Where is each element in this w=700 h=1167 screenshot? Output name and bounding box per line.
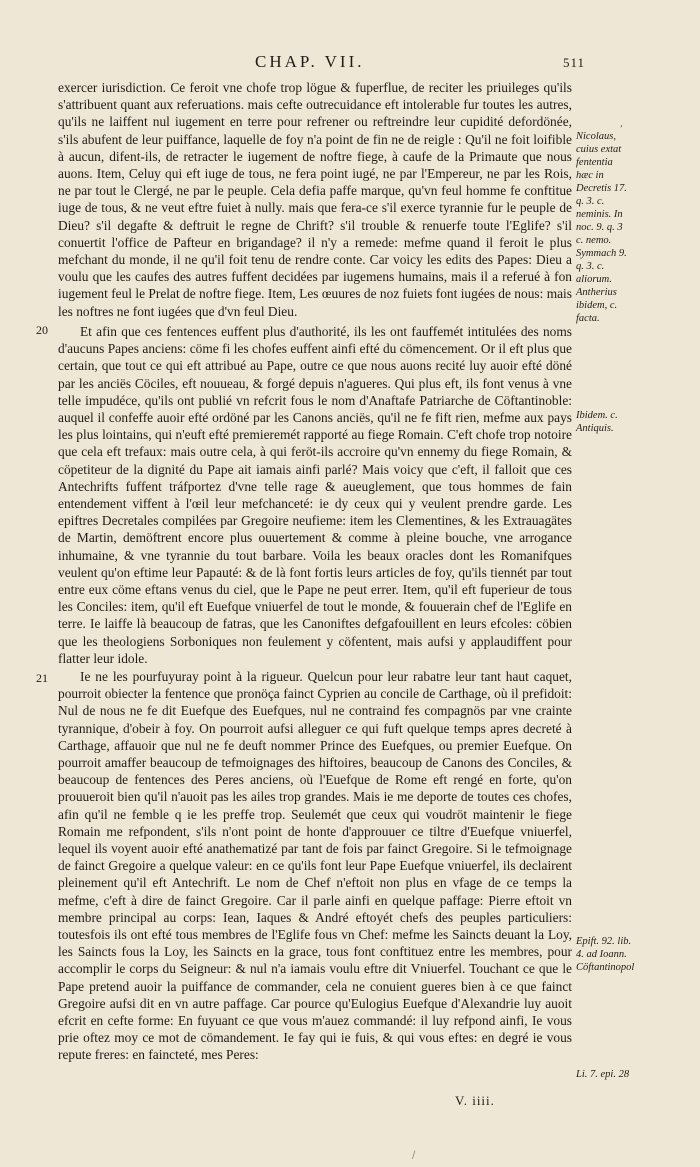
edge-mark: , [620, 118, 624, 129]
main-text-block [58, 79, 572, 1100]
running-header [0, 52, 700, 74]
paragraph-number-21: 21 [36, 671, 48, 685]
paragraph-21: Ie ne les pourfuyuray point à la rigueur. Quelcun pour leur rabatre leur tant haut caquet, pourroit obiecter la fentence que pronöça fainct Cyprien au concile de Carthage, où il prefidoit: Nul de nous ne fe dit Euefque des Euefques, nul ne contraind fes compagnös par vne crainte tyrannique, d'obeir à foy. On pourroit aufsi alleguer ce qui fuft quelque temps apres decreté à Carthage, affauoir que nul ne fe deuft nommer Prince des Euefques, ou premier Euefque. On pourroit amaffer beaucoup de tefmoignages des hiftoires, beaucoup de Canons des Conciles, & beaucoup de fentences des Peres anciens, où l'Euefque de Rome eft rengé en forte, qu'on prouueroit bien qu'il n'auoit pas les ailes trop grandes. Mais ie me deporte de toutes ces chofes, afin qu'il ne femble q ie les preffe trop. Seulemét que ceux qui voudröt maintenir le fiege Romain me refpondent, s'ils n'ont point de honte d'approuuer ce tiltre d'Euefque vniuerfel, lequel ils voyent auoir efté anathematizé par tant de fois par fainct Gregoire. Si le tefmoignage de fainct Gregoire a quelque valeur: en ce qu'ils font leur Pape Euefque vniuerfel, ils declairent pleinement qu'il eft Antechrift. Le nom de Chef n'eftoit non plus en vfage de ce temps la mefme, c'eft à dire de fainct Gregoire. Car il parle ainfi en quelque paffage: Pierre eftoit vn membre principal au corps: Iean, Iaques & André eftoyét chefs des peuples particuliers: toutesfois ils ont efté tous membres de l'Eglife fous vn Chef: mefme les Saincts deuant la Loy, les Saincts fous la Loy, les Saincts en la grace, tous font conftituez entre les membres, pour accomplir le corps du Seigneur: & nul n'a iamais voulu eftre dit Vniuerfel. Touchant ce que le Pape pretend auoir la puiffance de commander, cela ne conuient gueres bien à ce que fainct Gregoire aufsi dit en vn autre paffage. Car pource qu'Eulogius Euefque d'Alexandrie luy auoit efcrit en cefte forme: En fuyuant ce que vous m'auez commandé: il luy refpond ainfi, Ie vous prie oftez moy ce mot de cömandement. Ie fay qui ie fuis, & qui vous eftes: en degré ie vous repute freres: en faincteté, mes Peres: [58, 669, 572, 1063]
page-fleck: / [412, 1150, 416, 1161]
signature-mark: V. iiii. [455, 1093, 495, 1108]
margin-note-antiquis: Ibidem. c. Antiquis. [576, 410, 618, 434]
paragraph-number-20: 20 [36, 323, 48, 337]
page-number: 511 [563, 55, 586, 70]
chapter-title: CHAP. VII. [255, 52, 365, 71]
paragraph-1: exercer iurisdiction. Ce feroit vne chofe trop lögue & fuperflue, de reciter les priuileges qu'ils s'attribuent quant aux referuations. mais cefte outrecuidance eft intolerable fur toutes les autres, qu'ils ne laiffent nul iugement en terre pour refrener ou reftreindre leur cupidité defordönée, s'ils abufent de leur puiffance, laquelle de foy n'a point de fin ne de reigle : Qu'il ne foit loifible à aucun, difent-ils, de retracter le iugement de noftre fiege, à caufe de la Primaute que nous auons. Item, Celuy qui eft iuge de tous, ne fera point iugé, ne par l'Empereur, ne par les Rois, ne par tout le Clergé, ne par le peuple. Cela defia paffe marque, qu'vn feul homme fe conftitue iuge de tous, & ne veut eftre fuiet à nully. mais que fera-ce s'il exerce tyrannie fur le peuple de Dieu? s'il degafte & deftruit le regne de Chrift? s'il trouble & renuerfe toute l'Eglife? s'il conuertit l'office de Pafteur en brigandage? il n'y a remede: mefme quand il feroit le plus mefchant du monde, il ne qu'il foit tenu de rendre conte. Car voicy les edits des Papes: Dieu a voulu que les caufes des autres fuffent decidées par iugemens humains, mais il a referué à fon iugement feul le Prelat de noftre fiege. Item, Les œuures de noz fuiets font iugées de nous: mais les noftres ne font iugées que d'vn feul Dieu. [58, 80, 572, 319]
margin-note-epistle: Epift. 92. lib. 4. ad Ioann. Cöftantinopol [576, 936, 635, 973]
margin-note-nicolaus: Nicolaus, cuius extat fententia hæc in Decretis 17. q. 3. c. neminis. In noc. 9. q. 3 c. nemo. Symmach 9. q. 3. c. aliorum. Antherius ibidem, c. facta. [576, 131, 627, 324]
margin-note-li7: Li. 7. epi. 28 [576, 1069, 630, 1080]
paragraph-20: Et afin que ces fentences euffent plus d'authorité, ils les ont fauffemét intitulées des noms d'aucuns Papes anciens: cöme fi les chofes euffent ainfi efté du cömencement. Or il eft plus que certain, que tout ce qui eft attribué au Pape, outre ce que nous auons recité luy auoir efté döné par les anciës Cöciles, eft nouueau, & forgé depuis n'agueres. Qui plus eft, ils font venus à vne telle impudéce, qu'ils ont publié vn refcrit fous le nom d'Anaftafe Patriarche de Cöftantinoble: auquel il confeffe auoir efté ordöné par les Canons anciës, qu'il ne fe fift rien, mefme aux pays les plus lointains, qui n'euft efté premieremét rapporté au fiege Romain. C'eft chofe trop notoire que cela eft trefaux: mais outre cela, à qui feröt-ils accroire qu'vn ennemy du fiege Romain, & cöpetiteur de la dignité du Pape ait iamais ainfi parlé? Mais voicy que c'eft, il falloit que ces Antechrifts fuffent tráfportez d'vne telle rage & aueuglement, que tous hommes de fain entendement viffent à l'œil leur mefchanceté: ie dy ceux qui y veulent prendre garde. Les epiftres Decretales compilées par Gregoire neufieme: item les Clementines, & les Extrauagätes de Martin, demöftrent encore plus ouuertement & comme à pleine bouche, vne arrogance inhumaine, & vne tyrannie du tout barbare. Voila les beaux oracles dont les Romanifques veulent qu'on eftime leur Papauté: & de là font fortis leurs articles de foy, qu'ils tiennét par tout entre eux cöme eftans venus du ciel, que le Pape ne peut errer. Item, qu'il eft fuperieur de tous les Conciles: item, qu'il eft Euefque vniuerfel de tout le monde, & fouuerain chef de l'Eglife en terre. Ie laiffe là beaucoup de fatras, que les Canoniftes defgafouillent en leurs efcoles: cöbien que les theologiens Sorboniques non feulement y cöfentent, mais aufsi y applaudiffent pour flatter leur idole. [58, 324, 572, 666]
